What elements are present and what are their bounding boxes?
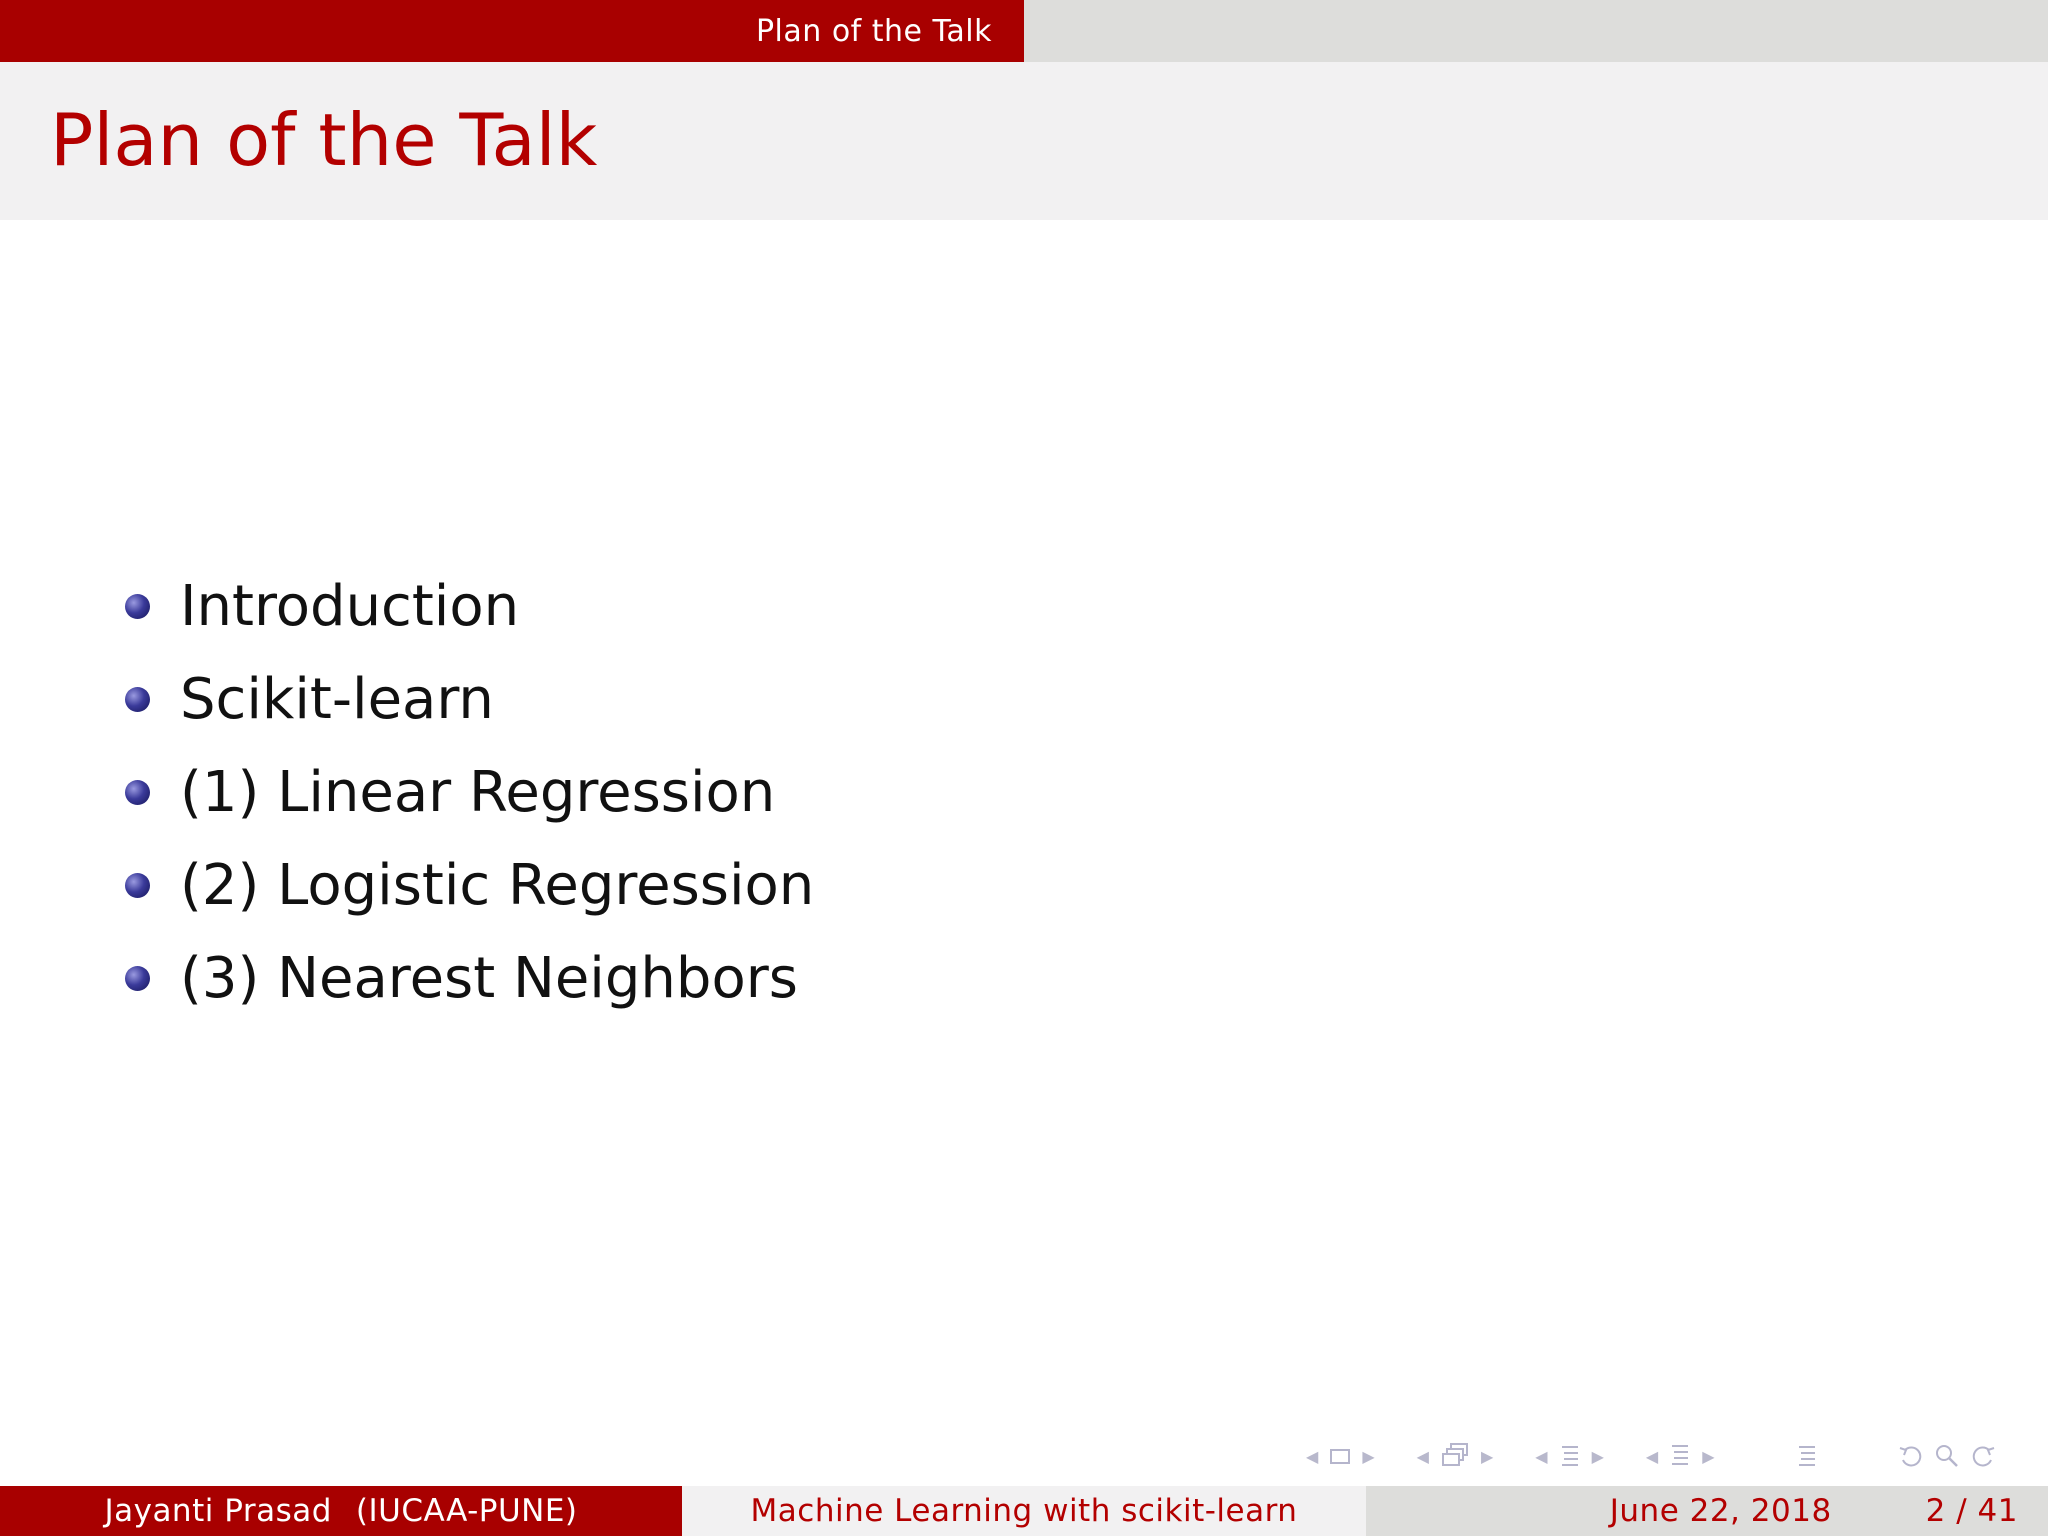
bullet-icon: [125, 594, 150, 619]
agenda-item: [120, 560, 814, 653]
footer-title-box[interactable]: [682, 1486, 1366, 1536]
bullet-icon: [125, 780, 150, 805]
nav-forward-icon[interactable]: [1969, 1442, 1997, 1470]
nav-frame-icon[interactable]: [1328, 1446, 1352, 1466]
footline: [0, 1486, 2048, 1536]
footer-talk-title: Machine Learning with scikit-learn: [750, 1493, 1298, 1529]
nav-section-group: [1529, 1442, 1610, 1470]
nav-appendix-icon[interactable]: [1795, 1442, 1819, 1470]
nav-appendix-group: [1791, 1442, 1823, 1470]
nav-search-group: [1893, 1442, 2001, 1470]
nav-subsection-group: [1411, 1442, 1500, 1470]
nav-presentation-group: [1640, 1442, 1721, 1470]
footer-date: June 22, 2018: [1609, 1493, 1832, 1529]
bullet-icon: [125, 873, 150, 898]
frame-title: Plan of the Talk: [50, 98, 598, 182]
bullet-icon: [125, 966, 150, 991]
bullet-icon: [125, 687, 150, 712]
footer-institute: (IUCAA-PUNE): [355, 1493, 578, 1529]
agenda-item-label: (2) Logistic Regression: [180, 853, 815, 918]
nav-search-icon[interactable]: [1933, 1442, 1961, 1470]
nav-right-arrow-icon[interactable]: ▶: [1591, 1446, 1604, 1466]
navigation-symbols: [1300, 1440, 2040, 1472]
headline-section-title: Plan of the Talk: [755, 13, 992, 49]
agenda-item: [120, 653, 814, 746]
nav-right-arrow-icon[interactable]: ▶: [1362, 1446, 1375, 1466]
agenda-list: [120, 560, 814, 1025]
footer-author-name: Jayanti Prasad: [104, 1493, 332, 1529]
agenda-item: [120, 746, 814, 839]
footer-author-box[interactable]: [0, 1486, 682, 1536]
nav-left-arrow-icon[interactable]: ◀: [1416, 1446, 1429, 1466]
headline-bar: [0, 0, 2048, 62]
nav-subsection-icon[interactable]: [1439, 1442, 1471, 1470]
footer-date-box: [1366, 1486, 2048, 1536]
nav-right-arrow-icon[interactable]: ▶: [1480, 1446, 1494, 1466]
nav-presentation-icon[interactable]: [1668, 1442, 1692, 1470]
agenda-item: [120, 932, 814, 1025]
agenda-item-label: Scikit-learn: [180, 667, 494, 732]
nav-right-arrow-icon[interactable]: ▶: [1702, 1446, 1715, 1466]
nav-back-icon[interactable]: [1897, 1442, 1925, 1470]
nav-frame-group: [1300, 1446, 1381, 1466]
nav-section-icon[interactable]: [1558, 1442, 1582, 1470]
nav-left-arrow-icon[interactable]: ◀: [1535, 1446, 1548, 1466]
agenda-item: [120, 839, 814, 932]
nav-left-arrow-icon[interactable]: ◀: [1306, 1446, 1319, 1466]
headline-section-box[interactable]: [0, 0, 1024, 62]
footer-page-number: 2 / 41: [1925, 1493, 2018, 1529]
frametitle-bar: [0, 62, 2048, 220]
agenda-item-label: Introduction: [180, 574, 520, 639]
agenda-item-label: (3) Nearest Neighbors: [180, 946, 798, 1011]
agenda-item-label: (1) Linear Regression: [180, 760, 776, 825]
nav-left-arrow-icon[interactable]: ◀: [1645, 1446, 1659, 1466]
